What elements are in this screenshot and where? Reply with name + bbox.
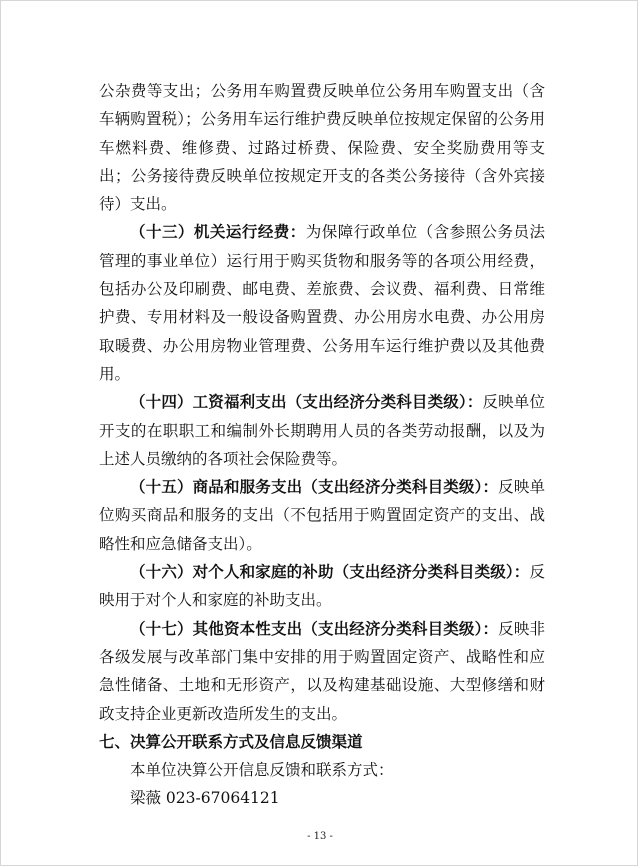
page-number: - 13 - — [307, 831, 333, 842]
item-17-label: （十七）其他资本性支出（支出经济分类科目类级）： — [130, 618, 499, 638]
item-16-label: （十六）对个人和家庭的补助（支出经济分类科目类级）： — [130, 562, 530, 582]
item-15-text: 反映单位购买商品和服务的支出（不包括用于购置固定资产的支出、战略性和应急储备支出）。 — [99, 478, 545, 553]
item-13-paragraph — [99, 218, 545, 388]
item-15-paragraph — [99, 473, 545, 558]
item-17-paragraph — [99, 615, 545, 728]
contact-intro: 本单位决算公开信息反馈和联系方式： — [130, 761, 394, 780]
continuation-paragraph: 公杂费等支出；公务用车购置费反映单位公务用车购置支出（含车辆购置税）；公务用车运行维护费反映单位按规定保留的公务用车燃料费、维修费、过路过桥费、保险费、安全奖励费用等支出；公务接待费反映单位按规定开支的各类公务接待（含外宾接待）支出。 — [99, 82, 545, 214]
contact-person: 梁薇 023-67064121 — [130, 789, 280, 808]
item-14-paragraph — [99, 388, 545, 473]
section-heading: 七、决算公开联系方式及信息反馈渠道 — [99, 732, 363, 751]
item-14-text: 反映单位开支的在职职工和编制外长期聘用人员的各类劳动报酬，以及为上述人员缴纳的各项社会保险费等。 — [99, 393, 545, 468]
item-14-label: （十四）工资福利支出（支出经济分类科目类级）： — [130, 392, 483, 412]
item-16-text: 反映用于对个人和家庭的补助支出。 — [99, 563, 545, 610]
item-16-paragraph — [99, 558, 545, 615]
item-15-label: （十五）商品和服务支出（支出经济分类科目类级）： — [130, 477, 499, 497]
item-13-text: 为保障行政单位（含参照公务员法管理的事业单位）运行用于购买货物和服务等的各项公用经费，包括办公及印刷费、邮电费、差旅费、会议费、福利费、日常维护费、专用材料及一般设备购置费、办公用房水电费、办公用房取暖费、办公用房物业管理费、公务用车运行维护费以及其他费用。 — [99, 223, 545, 383]
item-13-label: （十三）机关运行经费： — [130, 222, 306, 242]
item-17-text: 反映非各级发展与改革部门集中安排的用于购置固定资产、战略性和应急性储备、土地和无形资产，以及构建基础设施、大型修缮和财政支持企业更新改造所发生的支出。 — [99, 619, 545, 723]
document-body — [99, 77, 545, 813]
